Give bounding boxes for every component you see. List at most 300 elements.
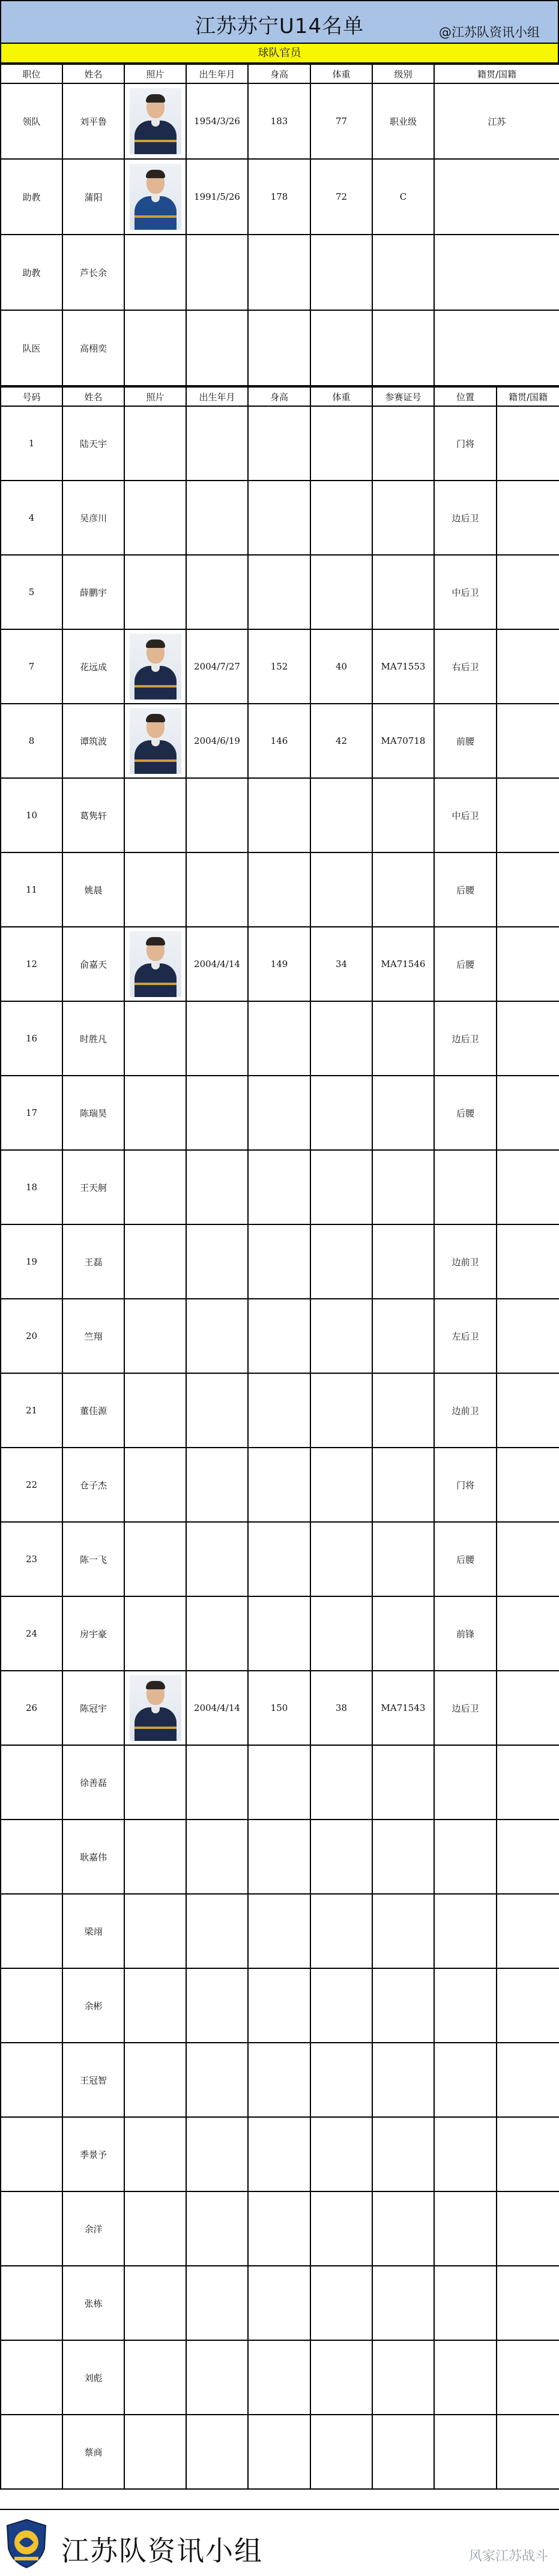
- player-cert-cell: [372, 1820, 434, 1894]
- player-number-cell: [1, 2117, 62, 2191]
- player-height-cell: 152: [248, 629, 310, 704]
- player-birth-cell: [186, 481, 248, 555]
- player-weight-cell: [310, 1968, 372, 2043]
- photo-cell: [124, 2266, 186, 2340]
- player-row: [1, 852, 559, 927]
- player-number-cell: 5: [1, 555, 62, 629]
- player-origin-cell: [497, 629, 559, 704]
- player-height-cell: [248, 1522, 310, 1596]
- player-origin-cell: [497, 2266, 559, 2340]
- player-origin-cell: [497, 1224, 559, 1299]
- player-height-cell: [248, 1820, 310, 1894]
- player-number-cell: 23: [1, 1522, 62, 1596]
- player-cert-cell: [372, 1299, 434, 1373]
- player-header-row: [1, 387, 559, 406]
- watermark: 风家江苏战斗: [468, 2549, 548, 2564]
- photo-cell: [124, 2340, 186, 2415]
- player-height-cell: [248, 2340, 310, 2415]
- player-weight-cell: [310, 2266, 372, 2340]
- player-position-cell: [434, 2415, 497, 2489]
- photo-cell: [124, 235, 186, 310]
- player-cert-cell: [372, 1001, 434, 1076]
- player-position-cell: [434, 1968, 497, 2043]
- player-origin-cell: [497, 2415, 559, 2489]
- staff-name-cell: 蒲阳: [62, 159, 124, 235]
- player-name-cell: 葛隽轩: [62, 778, 124, 852]
- player-name-cell: 耿嘉伟: [62, 1820, 124, 1894]
- player-position-cell: 门将: [434, 406, 497, 481]
- player-row: [1, 2117, 559, 2191]
- player-weight-cell: [310, 2415, 372, 2489]
- player-number-cell: [1, 1745, 62, 1820]
- player-cert-cell: MA71546: [372, 927, 434, 1001]
- player-cert-cell: MA70718: [372, 704, 434, 778]
- photo-cell: [124, 1894, 186, 1968]
- photo-cell: [124, 629, 186, 704]
- player-birth-cell: 2004/4/14: [186, 927, 248, 1001]
- player-height-cell: [248, 2043, 310, 2117]
- player-column-header: 号码: [1, 387, 62, 406]
- player-height-cell: [248, 2415, 310, 2489]
- player-cert-cell: [372, 1373, 434, 1448]
- player-number-cell: 17: [1, 1076, 62, 1150]
- player-origin-cell: [497, 1745, 559, 1820]
- player-position-cell: 前腰: [434, 704, 497, 778]
- player-column-header: 姓名: [62, 387, 124, 406]
- player-weight-cell: 42: [310, 704, 372, 778]
- player-position-cell: 边前卫: [434, 1224, 497, 1299]
- staff-section-label: 球队官员: [0, 44, 559, 64]
- player-position-cell: 后腰: [434, 1076, 497, 1150]
- player-weight-cell: 40: [310, 629, 372, 704]
- player-name-cell: 竺翔: [62, 1299, 124, 1373]
- player-position-cell: 后腰: [434, 927, 497, 1001]
- staff-birth-cell: 1991/5/26: [186, 159, 248, 235]
- photo-cell: [124, 310, 186, 386]
- staff-role-cell: 助教: [1, 159, 62, 235]
- player-origin-cell: [497, 1150, 559, 1224]
- photo-cell: [124, 1299, 186, 1373]
- player-row: [1, 1001, 559, 1076]
- player-row: [1, 629, 559, 704]
- player-origin-cell: [497, 927, 559, 1001]
- player-row: [1, 1224, 559, 1299]
- photo-cell: [124, 1596, 186, 1671]
- title-bar: [0, 0, 559, 44]
- portrait-photo: [130, 634, 181, 699]
- player-name-cell: 余彬: [62, 1968, 124, 2043]
- player-column-header: 出生年月: [186, 387, 248, 406]
- player-row: [1, 778, 559, 852]
- player-height-cell: [248, 852, 310, 927]
- player-position-cell: 边后卫: [434, 481, 497, 555]
- player-number-cell: [1, 1894, 62, 1968]
- player-height-cell: [248, 406, 310, 481]
- player-number-cell: 16: [1, 1001, 62, 1076]
- staff-column-header: 职位: [1, 64, 62, 83]
- player-height-cell: [248, 2266, 310, 2340]
- player-name-cell: 蔡商: [62, 2415, 124, 2489]
- player-birth-cell: [186, 2117, 248, 2191]
- player-cert-cell: [372, 2415, 434, 2489]
- player-row: [1, 704, 559, 778]
- player-height-cell: [248, 1224, 310, 1299]
- player-number-cell: 21: [1, 1373, 62, 1448]
- player-name-cell: 陆天宇: [62, 406, 124, 481]
- player-number-cell: 11: [1, 852, 62, 927]
- player-weight-cell: [310, 481, 372, 555]
- staff-column-header: 籍贯/国籍: [434, 64, 559, 83]
- photo-cell: [124, 2191, 186, 2266]
- player-birth-cell: [186, 1448, 248, 1522]
- player-origin-cell: [497, 1373, 559, 1448]
- player-birth-cell: [186, 2340, 248, 2415]
- player-column-header: 位置: [434, 387, 497, 406]
- staff-name-cell: 刘平鲁: [62, 83, 124, 159]
- player-birth-cell: [186, 1820, 248, 1894]
- player-origin-cell: [497, 2191, 559, 2266]
- player-position-cell: 中后卫: [434, 555, 497, 629]
- staff-name-cell: 高栩奕: [62, 310, 124, 386]
- player-name-cell: 薛鹏宇: [62, 555, 124, 629]
- staff-column-header: 出生年月: [186, 64, 248, 83]
- staff-origin-cell: [434, 235, 559, 310]
- player-position-cell: 左后卫: [434, 1299, 497, 1373]
- staff-weight-cell: 72: [310, 159, 372, 235]
- player-cert-cell: [372, 852, 434, 927]
- player-name-cell: 董佳源: [62, 1373, 124, 1448]
- player-height-cell: [248, 555, 310, 629]
- photo-cell: [124, 83, 186, 159]
- player-origin-cell: [497, 1894, 559, 1968]
- player-position-cell: [434, 1150, 497, 1224]
- staff-row: [1, 159, 559, 235]
- player-name-cell: 王天舸: [62, 1150, 124, 1224]
- player-number-cell: 22: [1, 1448, 62, 1522]
- player-cert-cell: [372, 1224, 434, 1299]
- player-height-cell: [248, 1150, 310, 1224]
- player-height-cell: 149: [248, 927, 310, 1001]
- photo-cell: [124, 1076, 186, 1150]
- player-weight-cell: [310, 1745, 372, 1820]
- player-weight-cell: [310, 1150, 372, 1224]
- player-weight-cell: [310, 1894, 372, 1968]
- player-cert-cell: [372, 406, 434, 481]
- staff-row: [1, 310, 559, 386]
- player-birth-cell: [186, 1001, 248, 1076]
- player-birth-cell: [186, 1596, 248, 1671]
- staff-column-header: 照片: [124, 64, 186, 83]
- player-weight-cell: [310, 2043, 372, 2117]
- player-number-cell: [1, 1820, 62, 1894]
- staff-height-cell: 178: [248, 159, 310, 235]
- player-origin-cell: [497, 1448, 559, 1522]
- photo-cell: [124, 704, 186, 778]
- staff-level-cell: C: [372, 159, 434, 235]
- player-weight-cell: [310, 1224, 372, 1299]
- player-height-cell: [248, 1373, 310, 1448]
- player-cert-cell: [372, 1894, 434, 1968]
- player-position-cell: [434, 2266, 497, 2340]
- player-height-cell: 146: [248, 704, 310, 778]
- player-height-cell: [248, 1968, 310, 2043]
- player-weight-cell: [310, 1596, 372, 1671]
- player-cert-cell: [372, 2191, 434, 2266]
- player-name-cell: 吴彦川: [62, 481, 124, 555]
- player-birth-cell: [186, 2266, 248, 2340]
- player-position-cell: 右后卫: [434, 629, 497, 704]
- player-height-cell: [248, 2191, 310, 2266]
- player-name-cell: 俞嘉天: [62, 927, 124, 1001]
- player-position-cell: 边前卫: [434, 1373, 497, 1448]
- player-name-cell: 花远成: [62, 629, 124, 704]
- player-number-cell: 12: [1, 927, 62, 1001]
- player-height-cell: [248, 1894, 310, 1968]
- player-weight-cell: [310, 1299, 372, 1373]
- player-weight-cell: [310, 1522, 372, 1596]
- player-height-cell: [248, 778, 310, 852]
- staff-level-cell: 职业级: [372, 83, 434, 159]
- player-table: [0, 386, 559, 2490]
- player-row: [1, 406, 559, 481]
- player-height-cell: [248, 1745, 310, 1820]
- footer: [0, 2509, 559, 2576]
- staff-height-cell: [248, 310, 310, 386]
- player-position-cell: 中后卫: [434, 778, 497, 852]
- photo-cell: [124, 406, 186, 481]
- player-birth-cell: [186, 852, 248, 927]
- footer-brand: 江苏队资讯小组: [61, 2535, 263, 2567]
- player-number-cell: 18: [1, 1150, 62, 1224]
- player-position-cell: 门将: [434, 1448, 497, 1522]
- player-cert-cell: [372, 1968, 434, 2043]
- player-row: [1, 1894, 559, 1968]
- player-column-header: 体重: [310, 387, 372, 406]
- photo-cell: [124, 2415, 186, 2489]
- player-origin-cell: [497, 2043, 559, 2117]
- player-column-header: 参赛证号: [372, 387, 434, 406]
- player-birth-cell: 2004/7/27: [186, 629, 248, 704]
- photo-cell: [124, 555, 186, 629]
- player-birth-cell: [186, 1373, 248, 1448]
- player-column-header: 籍贯/国籍: [497, 387, 559, 406]
- photo-cell: [124, 1745, 186, 1820]
- player-name-cell: 仓子杰: [62, 1448, 124, 1522]
- player-height-cell: 150: [248, 1671, 310, 1745]
- player-name-cell: 余洋: [62, 2191, 124, 2266]
- player-origin-cell: [497, 1076, 559, 1150]
- player-cert-cell: MA71543: [372, 1671, 434, 1745]
- player-origin-cell: [497, 1522, 559, 1596]
- player-name-cell: 梁翊: [62, 1894, 124, 1968]
- player-origin-cell: [497, 406, 559, 481]
- photo-cell: [124, 159, 186, 235]
- player-weight-cell: [310, 1448, 372, 1522]
- player-weight-cell: [310, 1076, 372, 1150]
- player-birth-cell: [186, 555, 248, 629]
- photo-cell: [124, 927, 186, 1001]
- player-number-cell: [1, 2415, 62, 2489]
- player-height-cell: [248, 1001, 310, 1076]
- player-number-cell: 8: [1, 704, 62, 778]
- player-weight-cell: [310, 406, 372, 481]
- player-number-cell: 4: [1, 481, 62, 555]
- player-origin-cell: [497, 1596, 559, 1671]
- player-birth-cell: [186, 406, 248, 481]
- player-weight-cell: [310, 1001, 372, 1076]
- player-name-cell: 陈冠宇: [62, 1671, 124, 1745]
- player-position-cell: 后腰: [434, 852, 497, 927]
- photo-cell: [124, 1522, 186, 1596]
- photo-cell: [124, 481, 186, 555]
- staff-weight-cell: 77: [310, 83, 372, 159]
- player-position-cell: 前锋: [434, 1596, 497, 1671]
- player-number-cell: [1, 2266, 62, 2340]
- staff-birth-cell: [186, 310, 248, 386]
- player-birth-cell: [186, 1299, 248, 1373]
- player-birth-cell: [186, 2191, 248, 2266]
- player-row: [1, 1522, 559, 1596]
- staff-table: [0, 64, 559, 386]
- player-height-cell: [248, 1299, 310, 1373]
- player-birth-cell: [186, 1894, 248, 1968]
- player-cert-cell: [372, 1448, 434, 1522]
- player-row: [1, 1076, 559, 1150]
- player-number-cell: [1, 2191, 62, 2266]
- player-cert-cell: [372, 2266, 434, 2340]
- player-birth-cell: [186, 2043, 248, 2117]
- player-origin-cell: [497, 1671, 559, 1745]
- player-name-cell: 刘彪: [62, 2340, 124, 2415]
- player-weight-cell: [310, 1820, 372, 1894]
- player-number-cell: [1, 2340, 62, 2415]
- photo-cell: [124, 1671, 186, 1745]
- photo-cell: [124, 1820, 186, 1894]
- player-weight-cell: [310, 1373, 372, 1448]
- staff-origin-cell: 江苏: [434, 83, 559, 159]
- player-name-cell: 谭筑波: [62, 704, 124, 778]
- player-weight-cell: [310, 2340, 372, 2415]
- player-name-cell: 张栋: [62, 2266, 124, 2340]
- player-cert-cell: [372, 778, 434, 852]
- player-name-cell: 王磊: [62, 1224, 124, 1299]
- author-tag: @江苏队资讯小组: [439, 25, 540, 40]
- player-cert-cell: [372, 2340, 434, 2415]
- player-row: [1, 481, 559, 555]
- player-birth-cell: [186, 1076, 248, 1150]
- player-row: [1, 1448, 559, 1522]
- player-number-cell: 26: [1, 1671, 62, 1745]
- staff-column-header: 体重: [310, 64, 372, 83]
- player-number-cell: 1: [1, 406, 62, 481]
- player-origin-cell: [497, 555, 559, 629]
- player-position-cell: [434, 2340, 497, 2415]
- player-cert-cell: [372, 1745, 434, 1820]
- staff-column-header: 姓名: [62, 64, 124, 83]
- player-position-cell: 边后卫: [434, 1671, 497, 1745]
- player-row: [1, 2415, 559, 2489]
- player-row: [1, 1745, 559, 1820]
- player-height-cell: [248, 2117, 310, 2191]
- player-birth-cell: [186, 1224, 248, 1299]
- player-origin-cell: [497, 2117, 559, 2191]
- photo-cell: [124, 2043, 186, 2117]
- player-number-cell: 19: [1, 1224, 62, 1299]
- player-number-cell: [1, 2043, 62, 2117]
- player-height-cell: [248, 481, 310, 555]
- player-position-cell: 边后卫: [434, 1001, 497, 1076]
- player-weight-cell: [310, 2117, 372, 2191]
- player-number-cell: 20: [1, 1299, 62, 1373]
- photo-cell: [124, 1968, 186, 2043]
- staff-role-cell: 领队: [1, 83, 62, 159]
- staff-header-row: [1, 64, 559, 83]
- player-cert-cell: [372, 481, 434, 555]
- staff-weight-cell: [310, 235, 372, 310]
- player-row: [1, 1299, 559, 1373]
- staff-row: [1, 235, 559, 310]
- player-origin-cell: [497, 1820, 559, 1894]
- player-origin-cell: [497, 1001, 559, 1076]
- photo-cell: [124, 852, 186, 927]
- staff-role-cell: 队医: [1, 310, 62, 386]
- staff-birth-cell: 1954/3/26: [186, 83, 248, 159]
- player-name-cell: 房宇豪: [62, 1596, 124, 1671]
- player-row: [1, 2191, 559, 2266]
- portrait-photo: [130, 708, 181, 774]
- player-birth-cell: [186, 2415, 248, 2489]
- player-name-cell: 陈一飞: [62, 1522, 124, 1596]
- player-row: [1, 2340, 559, 2415]
- staff-origin-cell: [434, 159, 559, 235]
- player-origin-cell: [497, 1968, 559, 2043]
- staff-column-header: 级别: [372, 64, 434, 83]
- player-row: [1, 2043, 559, 2117]
- player-position-cell: [434, 2043, 497, 2117]
- player-origin-cell: [497, 778, 559, 852]
- player-birth-cell: [186, 778, 248, 852]
- player-position-cell: [434, 2117, 497, 2191]
- player-row: [1, 1150, 559, 1224]
- staff-height-cell: [248, 235, 310, 310]
- photo-cell: [124, 1448, 186, 1522]
- player-cert-cell: [372, 1522, 434, 1596]
- photo-cell: [124, 778, 186, 852]
- player-position-cell: 后腰: [434, 1522, 497, 1596]
- player-name-cell: 时胜凡: [62, 1001, 124, 1076]
- staff-role-cell: 助教: [1, 235, 62, 310]
- portrait-photo: [130, 1675, 181, 1741]
- photo-cell: [124, 1150, 186, 1224]
- player-birth-cell: [186, 1150, 248, 1224]
- photo-cell: [124, 2117, 186, 2191]
- player-number-cell: 10: [1, 778, 62, 852]
- player-row: [1, 1596, 559, 1671]
- staff-origin-cell: [434, 310, 559, 386]
- staff-column-header: 身高: [248, 64, 310, 83]
- portrait-photo: [130, 164, 181, 230]
- portrait-photo: [130, 88, 181, 154]
- player-column-header: 照片: [124, 387, 186, 406]
- player-name-cell: 徐善磊: [62, 1745, 124, 1820]
- player-position-cell: [434, 2191, 497, 2266]
- portrait-photo: [130, 931, 181, 997]
- player-height-cell: [248, 1076, 310, 1150]
- player-name-cell: 姚晨: [62, 852, 124, 927]
- player-name-cell: 季景予: [62, 2117, 124, 2191]
- player-weight-cell: [310, 852, 372, 927]
- player-cert-cell: [372, 2043, 434, 2117]
